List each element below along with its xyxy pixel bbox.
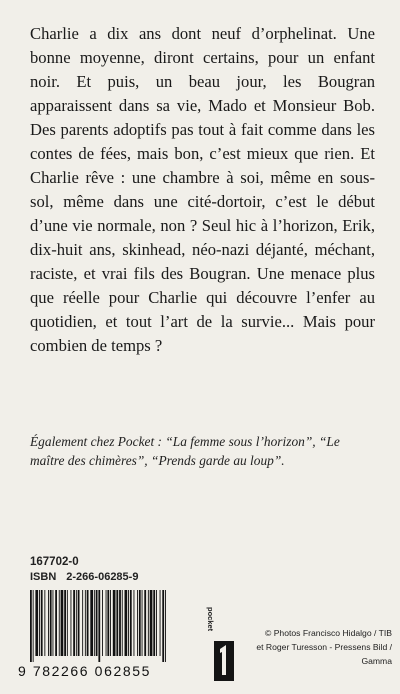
barcode-image <box>28 590 168 662</box>
blurb-text: Charlie a dix ans dont neuf d’orphelinat. Une bonne moyenne, diront certains, pour un enfant noir. Et puis, un beau jour, les Bougran apparaissent dans sa vie, Mado et Monsieur Bob. Des parents adoptifs pas tout à fait comme dans les contes de fées, mais bon, c’est mieux que rien. Et Charlie rêve : une chambre à soi, même en sous-sol, même dans une cité-dortoir, c’est le début d’une vie normale, non ? Seul hic à l’horizon, Erik, dix-huit ans, skinhead, néo-nazi déjanté, méchant, raciste, et vrai fils des Bougran. Une menace plus que réelle pour Charlie qui découvre l’enfer au quotidien, et tout l’art de la survie... Mais pour combien de temps ? <box>30 24 375 355</box>
credit-line-2: et Roger Turesson - Pressens Bild / Gamma <box>256 642 392 666</box>
also-available-text: Également chez Pocket : “La femme sous l’horizon”, “Le maître des chimères”, “Prends garde au loup”. <box>30 434 340 468</box>
product-code: 167702-0 <box>30 556 79 568</box>
barcode-number: 9 782266 062855 <box>18 663 151 679</box>
credit-line-1: © Photos Francisco Hidalgo / TIB <box>264 628 392 638</box>
isbn-label: ISBN <box>30 571 57 583</box>
publisher-logo <box>198 605 238 683</box>
photo-credits <box>250 626 392 668</box>
isbn-line <box>30 571 138 583</box>
isbn-number: 2-266-06285-9 <box>66 571 139 583</box>
publisher-logo-wordmark <box>206 607 215 632</box>
svg-text:pocket: pocket <box>206 607 215 632</box>
